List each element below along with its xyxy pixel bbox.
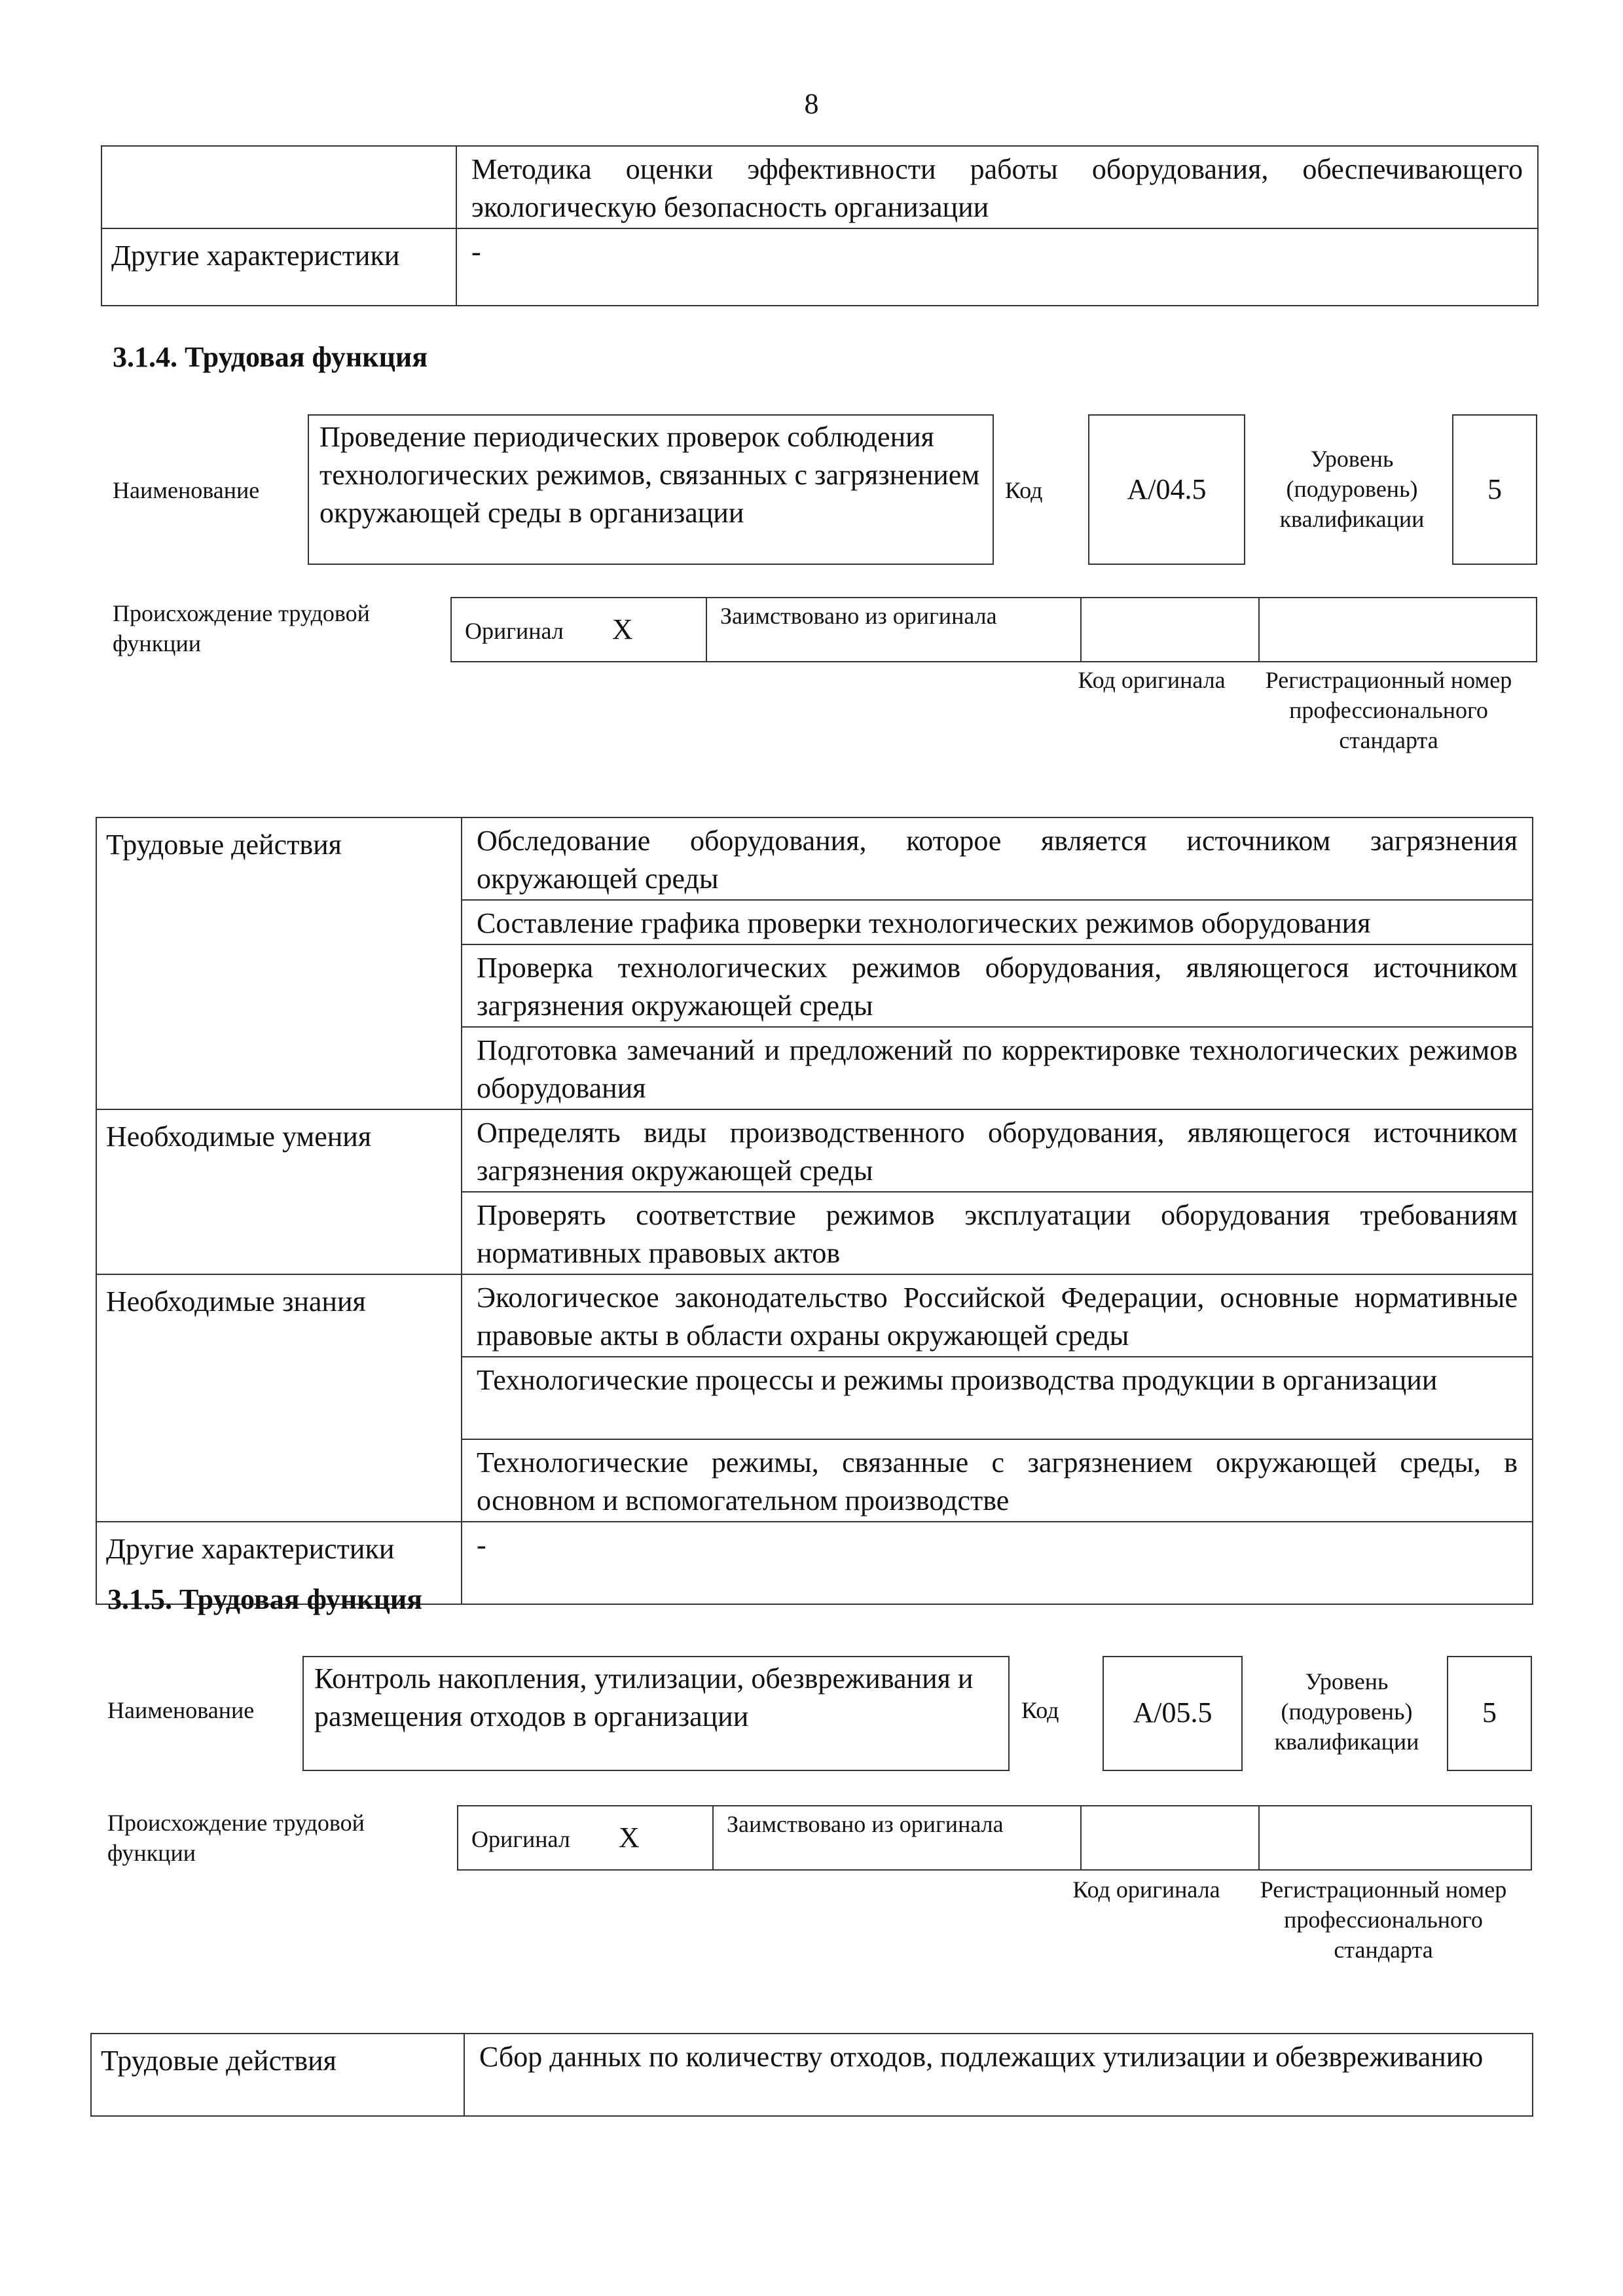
function-name-box — [302, 1656, 1010, 1771]
function-name: Проведение периодических проверок соблюдения технологических режимов, связанных с загрязнением окружающей среды в организации — [319, 421, 980, 529]
origin-label: Происхождение трудовой функции — [113, 600, 370, 656]
row-item: - — [462, 1522, 1533, 1604]
orig-code-cell — [1081, 598, 1259, 662]
origin-label: Происхождение трудовой функции — [107, 1810, 365, 1866]
top-continuation-table — [101, 145, 1539, 306]
code-label: Код — [1021, 1697, 1059, 1723]
level-value: 5 — [1487, 473, 1502, 505]
orig-code-cell — [1081, 1806, 1259, 1870]
function-name: Контроль накопления, утилизации, обезвреживания и размещения отходов в организации — [314, 1662, 974, 1732]
row-label: Трудовые действия — [96, 817, 462, 1109]
level-label: Уровень (подуровень) квалификации — [1274, 1668, 1419, 1755]
original-label: Оригинал — [465, 618, 564, 644]
name-label: Наименование — [113, 477, 260, 503]
reg-number-cell — [1259, 1806, 1531, 1870]
section-heading: 3.1.5. Трудовая функция — [107, 1583, 423, 1615]
orig-code-caption: Код оригинала — [1072, 1876, 1220, 1903]
level-box — [1452, 414, 1537, 565]
row-item: Проверять соответствие режимов эксплуатации оборудования требованиям нормативных правовых актов — [462, 1192, 1533, 1274]
code-box — [1088, 414, 1245, 565]
row-item: Сбор данных по количеству отходов, подлежащих утилизации и обезвреживанию — [464, 2034, 1533, 2116]
row-label: Другие характеристики — [96, 1522, 462, 1604]
code-value: A/05.5 — [1133, 1696, 1213, 1729]
row-item: Определять виды производственного оборудования, являющегося источником загрязнения окружающей среды — [462, 1109, 1533, 1192]
reg-number-cell — [1259, 598, 1537, 662]
function-details-table — [90, 2033, 1533, 2117]
original-mark: X — [611, 613, 633, 645]
row-item: Проверка технологических режимов оборудования, являющегося источником загрязнения окружающей среды — [462, 944, 1533, 1027]
row-label: Трудовые действия — [91, 2034, 464, 2116]
page-number: 8 — [804, 88, 819, 120]
row-item: Составление графика проверки технологических режимов оборудования — [462, 900, 1533, 944]
level-label: Уровень (подуровень) квалификации — [1279, 446, 1425, 532]
original-mark: X — [618, 1821, 640, 1854]
top-cont-text: Методика оценки эффективности работы оборудования, обеспечивающего экологическую безопасность организации — [456, 146, 1538, 228]
original-cell — [458, 1806, 713, 1870]
row-label: Необходимые умения — [96, 1109, 462, 1274]
row-item: Технологические режимы, связанные с загрязнением окружающей среды, в основном и вспомогательном производстве — [462, 1439, 1533, 1522]
section-heading: 3.1.4. Трудовая функция — [113, 341, 428, 373]
borrowed-label: Заимствовано из оригинала — [713, 1806, 1081, 1870]
original-label: Оригинал — [471, 1826, 570, 1852]
row-label: Необходимые знания — [96, 1274, 462, 1522]
row-item: Обследование оборудования, которое является источником загрязнения окружающей среды — [462, 817, 1533, 900]
level-box — [1447, 1656, 1532, 1771]
code-value: A/04.5 — [1127, 473, 1207, 505]
orig-code-caption: Код оригинала — [1078, 667, 1226, 693]
function-details-table — [96, 817, 1533, 1605]
level-value: 5 — [1482, 1696, 1497, 1729]
top-empty-cell — [101, 146, 456, 228]
row-item: Экологическое законодательство Российской Федерации, основные нормативные правовые акты в области охраны окружающей среды — [462, 1274, 1533, 1357]
row-item: Технологические процессы и режимы производства продукции в организации — [462, 1357, 1533, 1439]
function-name-box — [308, 414, 994, 565]
origin-table — [450, 597, 1537, 662]
original-cell — [451, 598, 706, 662]
reg-caption: Регистрационный номер профессионального стандарта — [1260, 1876, 1507, 1963]
row-item: Подготовка замечаний и предложений по корректировке технологических режимов оборудования — [462, 1027, 1533, 1109]
reg-caption: Регистрационный номер профессионального стандарта — [1265, 667, 1512, 753]
borrowed-label: Заимствовано из оригинала — [706, 598, 1081, 662]
code-label: Код — [1005, 477, 1043, 503]
name-label: Наименование — [107, 1697, 255, 1723]
origin-table — [457, 1805, 1532, 1871]
code-box — [1103, 1656, 1243, 1771]
top-other-label: Другие характеристики — [101, 228, 456, 306]
top-other-value: - — [456, 228, 1538, 306]
